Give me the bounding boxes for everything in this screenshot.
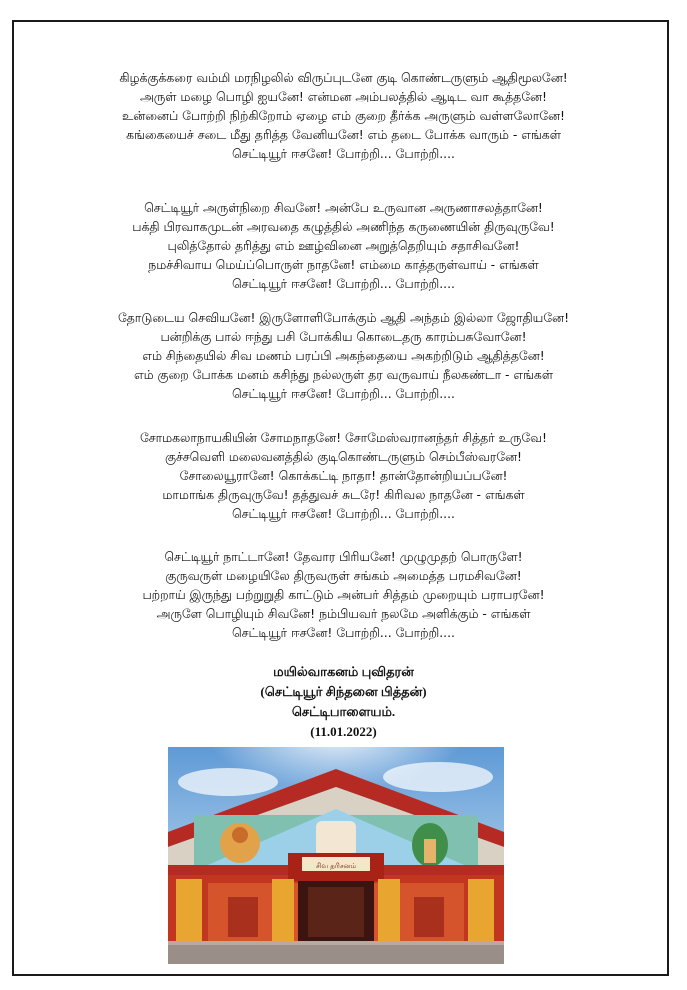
pillar	[378, 879, 400, 941]
temple-illustration	[168, 747, 504, 964]
poem-line: அருள் மழை பொழி ஐயனே! என்மன அம்பலத்தில் ஆடிட வா கூத்தனே!	[140, 89, 547, 104]
stanza-5	[0, 547, 687, 642]
poem-line: மாமாங்க திருவுருவே! தத்துவச் சுடரே! கிரிவல நாதனே - எங்கள்	[162, 487, 525, 502]
poem-line: தோடுடைய செவியனே! இருளோளிபோக்கும் ஆதி அந்தம் இல்லா ஜோதியனே!	[117, 310, 570, 325]
pillar	[468, 879, 494, 941]
poem-line: பக்தி பிரவாகமுடன் அரவதை கழுத்தில் அணிந்த கருணையின் திருவுருவே!	[132, 219, 555, 234]
poem-line: செட்டியூர் ஈசனே! போற்றி... போற்றி....	[232, 625, 455, 640]
poem-line: செட்டியூர் அருள்நிறை சிவனே! அன்பே உருவான அருணாசலத்தானே!	[144, 200, 543, 215]
pillar	[272, 879, 294, 941]
poem-line: அருளே பொழியும் சிவனே! நம்பியவர் நலமே அளிக்கும் - எங்கள்	[156, 606, 531, 621]
nandi-figure	[316, 821, 356, 857]
poem-line: எம் சிந்தையில் சிவ மணம் பரப்பி அகந்தையை அகற்றிடும் ஆதித்தனே!	[142, 348, 545, 363]
stanza-3	[0, 308, 687, 403]
poem-line: பற்றாய் இருந்து பற்றுறுதி காட்டும் அன்பர் சித்தம் முறையும் பராபரனே!	[142, 587, 545, 602]
poem-line: செட்டியூர் ஈசனே! போற்றி... போற்றி....	[232, 276, 455, 291]
temple-photo	[168, 747, 504, 964]
poem-line: நமச்சிவாய மெய்ப்பொருள் நாதனே! எம்மை காத்தருள்வாய் - எங்கள்	[148, 257, 539, 272]
poem-line: செட்டியூர் ஈசனே! போற்றி... போற்றி....	[232, 386, 455, 401]
poem-line: புலித்தோல் தரித்து எம் ஊழ்வினை அறுத்தெறியும் சதாசிவனே!	[167, 238, 520, 253]
composition-date: (11.01.2022)	[310, 724, 377, 739]
poem-line: பன்றிக்கு பால் ஈந்து பசி போக்கிய கொடைதரு காரம்பசுவோனே!	[160, 329, 527, 344]
poem-line: செட்டியூர் நாட்டானே! தேவார பிரியனே! முழுமுதற் பொருளே!	[164, 549, 523, 564]
poem-line: சோமகலாநாயகியின் சோமநாதனே! சோமேஸ்வரானந்தர் சித்தர் உருவே!	[140, 430, 547, 445]
author-signature	[0, 662, 687, 742]
author-pen-name: (செட்டியூர் சிந்தனை பித்தன்)	[260, 684, 427, 699]
temple-sign: சிவ தரிசனம்	[315, 862, 357, 870]
poem-line: எம் குறை போக்க மனம் கசிந்து நல்லருள் தர வருவாய் நீலகண்டா - எங்கள்	[133, 367, 554, 382]
poem-line: கிழக்குக்கரை வம்மி மரநிழலில் விருப்புடனே குடி கொண்டருளும் ஆதிமூலனே!	[119, 70, 568, 85]
poem-line: சோலையூரானே! கொக்கட்டி நாதா! தான்தோன்றியப்பனே!	[179, 468, 508, 483]
stanza-2	[0, 198, 687, 293]
stanza-4	[0, 428, 687, 523]
author-name: மயில்வாகனம் புவிதரன்	[273, 664, 414, 679]
poem-line: உன்னைப் போற்றி நிற்கிறோம் ஏழை எம் குறை தீர்க்க அருளும் வள்ளலோனே!	[121, 108, 566, 123]
pillar	[176, 879, 202, 941]
stanza-1	[0, 68, 687, 163]
poem-line: கங்கையைச் சடை மீது தரித்த வேனியனே! எம் தடை போக்க வாரும் - எங்கள்	[126, 127, 561, 142]
poem-line: குச்சவெளி மலைவனத்தில் குடிகொண்டருளும் செம்பீஸ்வரனே!	[165, 449, 522, 464]
poem-line: செட்டியூர் ஈசனே! போற்றி... போற்றி....	[232, 506, 455, 521]
poem-line: குருவருள் மழையிலே திருவருள் சங்கம் அமைத்த பரமசிவனே!	[165, 568, 522, 583]
poem-line: செட்டியூர் ஈசனே! போற்றி... போற்றி....	[232, 146, 455, 161]
author-place: செட்டிபாளையம்.	[291, 704, 396, 719]
